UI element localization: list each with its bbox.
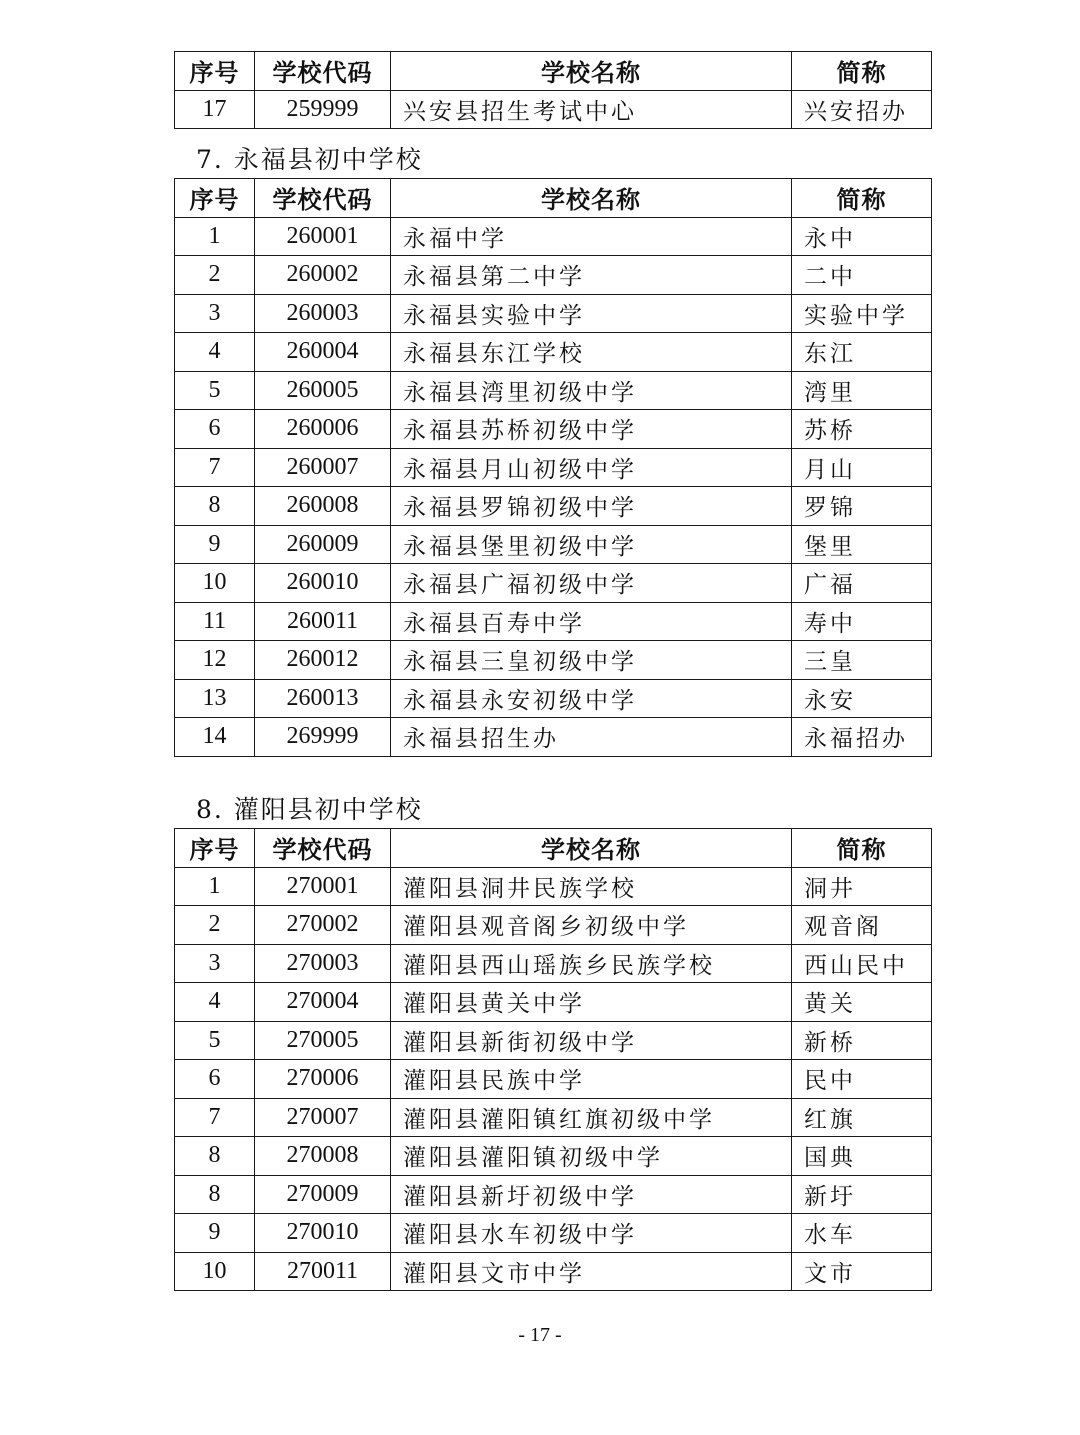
- cell-seq: 7: [175, 1098, 255, 1137]
- cell-abbr: 兴安招办: [792, 90, 932, 129]
- table-row: [175, 448, 932, 487]
- cell-abbr: 新圩: [792, 1175, 932, 1214]
- table-row: [175, 641, 932, 680]
- cell-abbr: 湾里: [792, 371, 932, 410]
- cell-abbr: 实验中学: [792, 294, 932, 333]
- cell-code: 259999: [255, 90, 391, 129]
- section-heading-guanyang: 8. 灌阳县初中学校: [196, 795, 423, 824]
- cell-code: 260004: [255, 333, 391, 372]
- table-row: [175, 1214, 932, 1253]
- table-row: [175, 1098, 932, 1137]
- table-row: [175, 1137, 932, 1176]
- table-row: [175, 867, 932, 906]
- cell-name: 灌阳县水车初级中学: [391, 1214, 792, 1253]
- cell-seq: 1: [175, 217, 255, 256]
- cell-code: 260007: [255, 448, 391, 487]
- cell-seq: 8: [175, 1175, 255, 1214]
- cell-code: 270005: [255, 1021, 391, 1060]
- cell-abbr: 文市: [792, 1252, 932, 1291]
- cell-abbr: 黄关: [792, 983, 932, 1022]
- table-row: [175, 983, 932, 1022]
- cell-seq: 9: [175, 525, 255, 564]
- table-yongfu: [174, 178, 932, 757]
- cell-code: 270010: [255, 1214, 391, 1253]
- cell-name: 永福县三皇初级中学: [391, 641, 792, 680]
- cell-abbr: 红旗: [792, 1098, 932, 1137]
- header-name: 学校名称: [391, 829, 792, 868]
- table-row: [175, 525, 932, 564]
- cell-name: 永福县湾里初级中学: [391, 371, 792, 410]
- table-row: [175, 371, 932, 410]
- cell-name: 灌阳县观音阁乡初级中学: [391, 906, 792, 945]
- table-header-row: [175, 179, 932, 218]
- cell-code: 270011: [255, 1252, 391, 1291]
- cell-seq: 11: [175, 602, 255, 641]
- cell-abbr: 洞井: [792, 867, 932, 906]
- table-row: [175, 1060, 932, 1099]
- cell-abbr: 民中: [792, 1060, 932, 1099]
- cell-seq: 5: [175, 371, 255, 410]
- table-row: [175, 410, 932, 449]
- cell-seq: 2: [175, 906, 255, 945]
- cell-code: 260001: [255, 217, 391, 256]
- table-row: [175, 602, 932, 641]
- cell-seq: 12: [175, 641, 255, 680]
- cell-name: 永福县月山初级中学: [391, 448, 792, 487]
- cell-name: 永福县实验中学: [391, 294, 792, 333]
- cell-seq: 6: [175, 1060, 255, 1099]
- cell-name: 灌阳县洞井民族学校: [391, 867, 792, 906]
- cell-code: 260006: [255, 410, 391, 449]
- cell-abbr: 苏桥: [792, 410, 932, 449]
- table-row: [175, 679, 932, 718]
- cell-name: 永福县苏桥初级中学: [391, 410, 792, 449]
- cell-seq: 13: [175, 679, 255, 718]
- cell-abbr: 月山: [792, 448, 932, 487]
- header-abbr: 简称: [792, 179, 932, 218]
- cell-abbr: 二中: [792, 256, 932, 295]
- cell-seq: 5: [175, 1021, 255, 1060]
- cell-abbr: 广福: [792, 564, 932, 603]
- cell-name: 永福县百寿中学: [391, 602, 792, 641]
- cell-abbr: 东江: [792, 333, 932, 372]
- cell-seq: 9: [175, 1214, 255, 1253]
- cell-abbr: 观音阁: [792, 906, 932, 945]
- cell-abbr: 国典: [792, 1137, 932, 1176]
- cell-name: 永福中学: [391, 217, 792, 256]
- table-row: [175, 1252, 932, 1291]
- table-row: [175, 1175, 932, 1214]
- cell-code: 260013: [255, 679, 391, 718]
- table-row: [175, 256, 932, 295]
- cell-abbr: 西山民中: [792, 944, 932, 983]
- table-body: [175, 90, 932, 129]
- cell-code: 270009: [255, 1175, 391, 1214]
- cell-abbr: 永福招办: [792, 718, 932, 757]
- cell-code: 269999: [255, 718, 391, 757]
- header-abbr: 简称: [792, 52, 932, 91]
- table-header-row: [175, 52, 932, 91]
- cell-seq: 14: [175, 718, 255, 757]
- cell-code: 260002: [255, 256, 391, 295]
- cell-seq: 2: [175, 256, 255, 295]
- table-row: [175, 1021, 932, 1060]
- cell-seq: 1: [175, 867, 255, 906]
- cell-code: 260011: [255, 602, 391, 641]
- cell-abbr: 三皇: [792, 641, 932, 680]
- header-seq: 序号: [175, 52, 255, 91]
- table-body: [175, 217, 932, 756]
- cell-name: 灌阳县西山瑶族乡民族学校: [391, 944, 792, 983]
- table-header-row: [175, 829, 932, 868]
- header-code: 学校代码: [255, 52, 391, 91]
- cell-code: 260008: [255, 487, 391, 526]
- cell-code: 270008: [255, 1137, 391, 1176]
- cell-seq: 10: [175, 564, 255, 603]
- cell-abbr: 堡里: [792, 525, 932, 564]
- cell-name: 永福县罗锦初级中学: [391, 487, 792, 526]
- cell-code: 270003: [255, 944, 391, 983]
- table-row: [175, 217, 932, 256]
- cell-name: 永福县招生办: [391, 718, 792, 757]
- cell-abbr: 寿中: [792, 602, 932, 641]
- section-heading-yongfu: 7. 永福县初中学校: [196, 145, 423, 174]
- cell-seq: 3: [175, 944, 255, 983]
- cell-name: 永福县第二中学: [391, 256, 792, 295]
- cell-seq: 3: [175, 294, 255, 333]
- cell-code: 270007: [255, 1098, 391, 1137]
- table-guanyang: [174, 828, 932, 1291]
- cell-seq: 7: [175, 448, 255, 487]
- page-number: - 17 -: [518, 1324, 562, 1346]
- cell-code: 260010: [255, 564, 391, 603]
- cell-name: 灌阳县灌阳镇初级中学: [391, 1137, 792, 1176]
- table-row: [175, 944, 932, 983]
- table-row: [175, 718, 932, 757]
- cell-name: 灌阳县文市中学: [391, 1252, 792, 1291]
- cell-name: 灌阳县灌阳镇红旗初级中学: [391, 1098, 792, 1137]
- cell-seq: 8: [175, 1137, 255, 1176]
- cell-seq: 10: [175, 1252, 255, 1291]
- cell-name: 灌阳县新街初级中学: [391, 1021, 792, 1060]
- header-code: 学校代码: [255, 829, 391, 868]
- table-row: [175, 906, 932, 945]
- header-code: 学校代码: [255, 179, 391, 218]
- cell-name: 永福县堡里初级中学: [391, 525, 792, 564]
- cell-abbr: 永中: [792, 217, 932, 256]
- cell-code: 270006: [255, 1060, 391, 1099]
- cell-name: 灌阳县民族中学: [391, 1060, 792, 1099]
- cell-abbr: 永安: [792, 679, 932, 718]
- table-row: [175, 487, 932, 526]
- header-name: 学校名称: [391, 52, 792, 91]
- cell-abbr: 水车: [792, 1214, 932, 1253]
- cell-code: 270001: [255, 867, 391, 906]
- cell-seq: 8: [175, 487, 255, 526]
- table-row: [175, 333, 932, 372]
- cell-code: 260009: [255, 525, 391, 564]
- cell-seq: 6: [175, 410, 255, 449]
- cell-abbr: 罗锦: [792, 487, 932, 526]
- header-name: 学校名称: [391, 179, 792, 218]
- header-abbr: 简称: [792, 829, 932, 868]
- header-seq: 序号: [175, 829, 255, 868]
- cell-name: 灌阳县黄关中学: [391, 983, 792, 1022]
- cell-seq: 17: [175, 90, 255, 129]
- table-row: [175, 564, 932, 603]
- cell-name: 永福县东江学校: [391, 333, 792, 372]
- cell-name: 永福县广福初级中学: [391, 564, 792, 603]
- table-row: [175, 90, 932, 129]
- cell-seq: 4: [175, 333, 255, 372]
- cell-name: 灌阳县新圩初级中学: [391, 1175, 792, 1214]
- cell-code: 270002: [255, 906, 391, 945]
- cell-name: 兴安县招生考试中心: [391, 90, 792, 129]
- table-xingan-continued: [174, 51, 932, 129]
- cell-code: 260003: [255, 294, 391, 333]
- table-row: [175, 294, 932, 333]
- cell-code: 270004: [255, 983, 391, 1022]
- cell-seq: 4: [175, 983, 255, 1022]
- cell-code: 260005: [255, 371, 391, 410]
- cell-abbr: 新桥: [792, 1021, 932, 1060]
- cell-name: 永福县永安初级中学: [391, 679, 792, 718]
- cell-code: 260012: [255, 641, 391, 680]
- header-seq: 序号: [175, 179, 255, 218]
- table-body: [175, 867, 932, 1291]
